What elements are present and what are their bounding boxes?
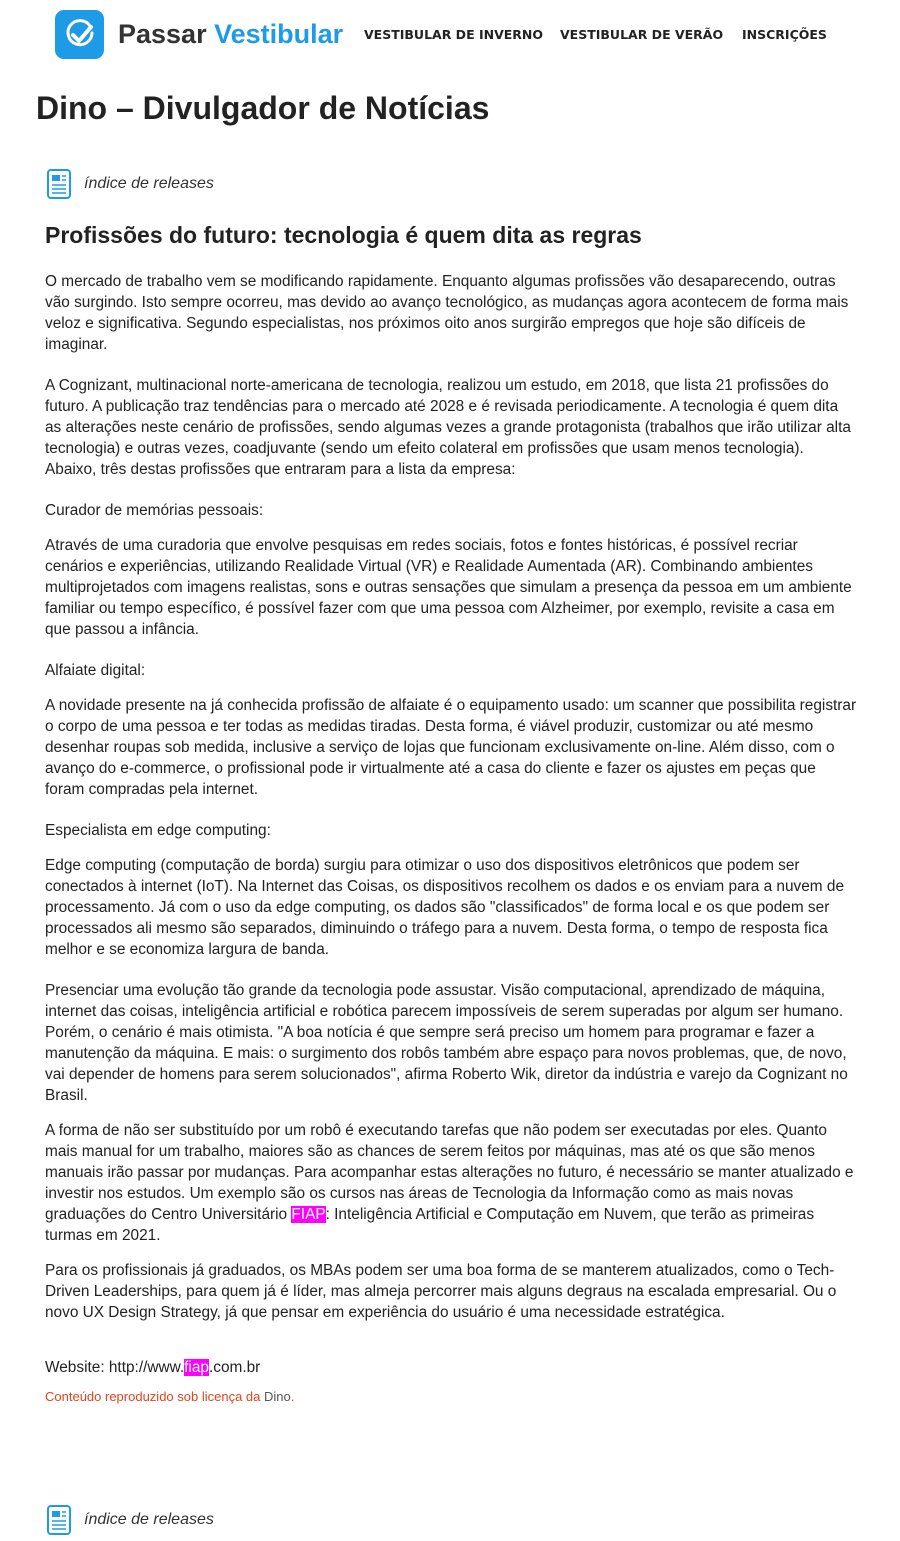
article-paragraph: Para os profissionais já graduados, os MBAs podem ser uma boa forma de se manterem atualizados, como o Tech-Driven Leaderships, para quem já é líder, mas almeja percorrer mais alguns degraus na escalada empresarial. Ou o novo UX Design Strategy, já que pensar em experiência do usuário é uma necessidade estratégica. xyxy=(45,1262,837,1321)
document-icon xyxy=(46,1504,72,1536)
highlight-fiap: FIAP xyxy=(291,1206,326,1223)
release-index-link[interactable]: índice de releases xyxy=(84,175,214,192)
article-body xyxy=(45,271,857,1406)
website-prefix: http://www. xyxy=(108,1359,185,1376)
site-header xyxy=(0,0,900,72)
dino-link[interactable]: Dino xyxy=(263,1389,291,1404)
highlight-fiap-url: fiap xyxy=(184,1359,209,1376)
article-paragraph: Presenciar uma evolução tão grande da tecnologia pode assustar. Visão computacional, aprendizado de máquina, internet das coisas, inteligência artificial e robótica parecem impossíveis de serem superadas por algum ser humano. Porém, o cenário é mais otimista. "A boa notícia é que sempre será preciso um homem para programar e fazer a manutenção da máquina. E mais: o surgimento dos robôs também abre espaço para novos problemas, que, de novo, vai depender de homens para serem solucionados", afirma Roberto Wik, diretor da indústria e varejo da Cognizant no Brasil. xyxy=(45,982,848,1104)
credit-text: Conteúdo reproduzido sob licença da xyxy=(45,1389,264,1404)
website-label: Website: xyxy=(45,1359,109,1376)
credit-end: . xyxy=(290,1389,295,1404)
website-line xyxy=(45,1357,857,1378)
article-paragraph: A novidade presente na já conhecida profissão de alfaiate é o equipamento usado: um scanner que possibilita registrar o corpo de uma pessoa e ter todas as medidas tiradas. Desta forma, é viável produzir, customizar ou até mesmo desenhar roupas sob medida, inclusive a serviço de lojas que funcionam exclusivamente on-line. Além disso, com o avanço do e-commerce, o profissional pode ir virtualmente até a casa do cliente e fazer os ajustes em peças que foram compradas pela internet. xyxy=(45,697,857,798)
site-logo[interactable] xyxy=(55,10,343,59)
license-credit xyxy=(45,1388,857,1406)
release-index-link[interactable]: índice de releases xyxy=(84,1511,214,1528)
page-title: Dino – Divulgador de Notícias xyxy=(36,90,490,126)
article-paragraph: O mercado de trabalho vem se modificando rapidamente. Enquanto algumas profissões vão desaparecendo, outras vão surgindo. Isto sempre ocorreu, mas devido ao avanço tecnológico, as mudanças agora acontecem de forma mais veloz e significativa. Segundo especialistas, nos próximos oito anos surgirão empregos que hoje são difíceis de imaginar. xyxy=(45,273,849,353)
website-link[interactable] xyxy=(109,1359,260,1376)
article-paragraph: Através de uma curadoria que envolve pesquisas em redes sociais, fotos e fontes históricas, é possível recriar cenários e experiências, utilizando Realidade Virtual (VR) e Realidade Aumentada (AR). Combinando ambientes multiprojetados com imagens realistas, sons e outras sensações que simulam a presença da pessoa em um ambiente familiar ou tempo específico, é possível fazer com que uma pessoa com Alzheimer, por exemplo, revisite a casa em que passou a infância. xyxy=(45,537,852,638)
article-title: Profissões do futuro: tecnologia é quem dita as regras xyxy=(45,222,642,248)
section-heading: Especialista em edge computing: xyxy=(45,822,271,839)
nav-vestibular-inverno[interactable]: VESTIBULAR DE INVERNO xyxy=(364,27,543,42)
logo-text xyxy=(118,19,343,50)
nav-vestibular-verao[interactable]: VESTIBULAR DE VERÃO xyxy=(560,27,724,42)
section-heading: Curador de memórias pessoais: xyxy=(45,502,264,519)
website-suffix: .com.br xyxy=(208,1359,261,1376)
nav-inscricoes[interactable]: INSCRIÇÕES xyxy=(742,27,827,42)
article-paragraph: A Cognizant, multinacional norte-americana de tecnologia, realizou um estudo, em 2018, que lista 21 profissões do futuro. A publicação traz tendências para o mercado até 2028 e é revisada periodicamente. A tecnologia é quem dita as alterações neste cenário de profissões, sendo algumas vezes a grande protagonista (trabalhos que irão utilizar alta tecnologia) e outras vezes, coadjuvante (sendo um efeito colateral em profissões que usam menos tecnologia). Abaixo, três destas profissões que entraram para a lista da empresa: xyxy=(45,377,851,478)
logo-word-vestibular: Vestibular xyxy=(214,19,344,49)
release-index-top[interactable] xyxy=(46,168,214,200)
document-icon xyxy=(46,168,72,200)
checkmark-icon xyxy=(55,10,104,59)
article-paragraph: Edge computing (computação de borda) surgiu para otimizar o uso dos dispositivos eletrônicos que podem ser conectados à internet (IoT). Na Internet das Coisas, os dispositivos recolhem os dados e os enviam para a nuvem de processamento. Já com o uso da edge computing, os dados são "classificados" de forma local e os que podem ser processados ali mesmo são separados, diminuindo o tráfego para a nuvem. Desta forma, o tempo de resposta fica melhor e se economiza largura de banda. xyxy=(45,857,845,958)
section-heading: Alfaiate digital: xyxy=(45,662,146,679)
article-paragraph xyxy=(45,1120,857,1246)
paragraph-text: A forma de não ser substituído por um robô é executando tarefas que não podem ser executadas por eles. Quanto mais manual for um trabalho, maiores são as chances de serem feitos por máquinas, mas até os que são menos manuais irão passar por mudanças. Para acompanhar estas alterações no futuro, é necessário se manter atualizado e investir nos estudos. Um exemplo são os cursos nas áreas de Tecnologia da Informação como as mais novas graduações do Centro Universitário xyxy=(45,1122,854,1223)
paragraph-text: : Inteligência Artificial e Computação em Nuvem, que terão as primeiras turmas em 2021. xyxy=(45,1206,815,1244)
release-index-bottom[interactable] xyxy=(46,1504,214,1536)
logo-word-passar: Passar xyxy=(118,19,207,49)
